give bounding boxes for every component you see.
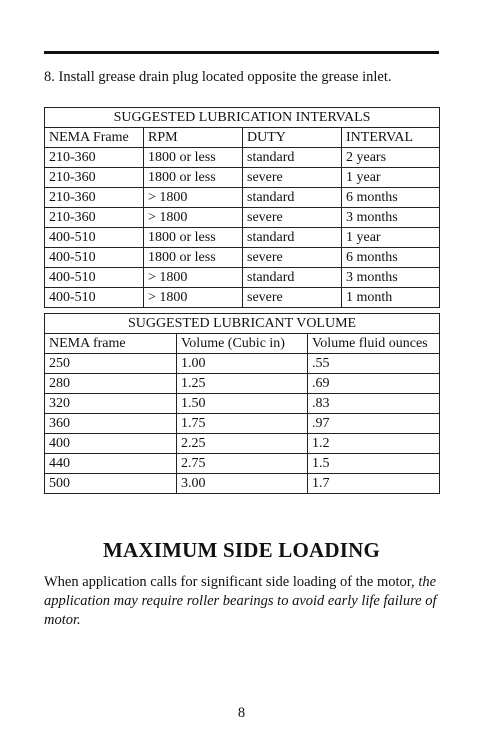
- table-cell: 440: [45, 454, 177, 474]
- table-cell: 6 months: [342, 188, 440, 208]
- table-cell: 360: [45, 414, 177, 434]
- table-cell: > 1800: [144, 268, 243, 288]
- table-cell: standard: [243, 268, 342, 288]
- table-cell: severe: [243, 208, 342, 228]
- table-cell: 400-510: [45, 248, 144, 268]
- table-cell: 6 months: [342, 248, 440, 268]
- table-cell: severe: [243, 288, 342, 308]
- paragraph-italic-text: the application may require roller bearings to avoid early life failure of motor.: [44, 574, 437, 628]
- table-cell: 210-360: [45, 148, 144, 168]
- volume-table-body: [45, 354, 440, 494]
- table-cell: 1.5: [308, 454, 440, 474]
- table-cell: 2.75: [177, 454, 308, 474]
- table-cell: 210-360: [45, 188, 144, 208]
- table-cell: 210-360: [45, 168, 144, 188]
- table-row: [45, 474, 440, 494]
- table-cell: .55: [308, 354, 440, 374]
- table-cell: standard: [243, 228, 342, 248]
- intervals-table-body: [45, 148, 440, 308]
- table-cell: 250: [45, 354, 177, 374]
- table-cell: > 1800: [144, 288, 243, 308]
- table-row: [45, 374, 440, 394]
- column-header: NEMA Frame: [45, 128, 144, 148]
- table-cell: > 1800: [144, 188, 243, 208]
- lubricant-volume-table: [44, 313, 440, 494]
- table-cell: 1800 or less: [144, 168, 243, 188]
- table-cell: severe: [243, 168, 342, 188]
- page-number: 8: [237, 705, 246, 721]
- table-cell: 1800 or less: [144, 228, 243, 248]
- column-header: Volume (Cubic in): [177, 334, 308, 354]
- table-row: [45, 434, 440, 454]
- side-loading-paragraph: [44, 573, 444, 630]
- table-row: [45, 268, 440, 288]
- intervals-table-title: SUGGESTED LUBRICATION INTERVALS: [45, 108, 440, 128]
- table-cell: 1 year: [342, 228, 440, 248]
- table-cell: 320: [45, 394, 177, 414]
- table-row: [45, 414, 440, 434]
- volume-table-title: SUGGESTED LUBRICANT VOLUME: [45, 314, 440, 334]
- table-cell: severe: [243, 248, 342, 268]
- table-cell: 500: [45, 474, 177, 494]
- table-cell: 1.75: [177, 414, 308, 434]
- table-cell: 3 months: [342, 268, 440, 288]
- column-header: RPM: [144, 128, 243, 148]
- table-row: [45, 248, 440, 268]
- step-8-text: 8. Install grease drain plug located opposite the grease inlet.: [44, 69, 392, 85]
- table-cell: .83: [308, 394, 440, 414]
- lubrication-intervals-table: [44, 107, 440, 308]
- table-cell: 3.00: [177, 474, 308, 494]
- column-header: Volume fluid ounces: [308, 334, 440, 354]
- table-cell: 1 year: [342, 168, 440, 188]
- table-cell: 400-510: [45, 288, 144, 308]
- volume-header-row: [45, 334, 440, 354]
- column-header: DUTY: [243, 128, 342, 148]
- table-cell: 210-360: [45, 208, 144, 228]
- table-cell: 400-510: [45, 228, 144, 248]
- table-cell: 1 month: [342, 288, 440, 308]
- table-cell: 2.25: [177, 434, 308, 454]
- section-heading: MAXIMUM SIDE LOADING: [103, 538, 380, 562]
- table-cell: 2 years: [342, 148, 440, 168]
- table-cell: standard: [243, 148, 342, 168]
- table-cell: 1.50: [177, 394, 308, 414]
- column-header: NEMA frame: [45, 334, 177, 354]
- table-row: [45, 228, 440, 248]
- table-cell: > 1800: [144, 208, 243, 228]
- table-row: [45, 168, 440, 188]
- table-cell: 1.00: [177, 354, 308, 374]
- table-row: [45, 148, 440, 168]
- table-row: [45, 454, 440, 474]
- paragraph-normal-text: When application calls for significant side loading of the motor,: [44, 574, 419, 590]
- table-row: [45, 188, 440, 208]
- table-cell: 1.25: [177, 374, 308, 394]
- table-cell: 1800 or less: [144, 248, 243, 268]
- intervals-header-row: [45, 128, 440, 148]
- table-cell: 400-510: [45, 268, 144, 288]
- table-row: [45, 354, 440, 374]
- table-cell: 1.2: [308, 434, 440, 454]
- top-rule: [44, 51, 439, 54]
- table-cell: 1800 or less: [144, 148, 243, 168]
- table-cell: 280: [45, 374, 177, 394]
- table-row: [45, 288, 440, 308]
- table-row: [45, 208, 440, 228]
- table-cell: 400: [45, 434, 177, 454]
- table-cell: 3 months: [342, 208, 440, 228]
- table-cell: .69: [308, 374, 440, 394]
- table-cell: .97: [308, 414, 440, 434]
- column-header: INTERVAL: [342, 128, 440, 148]
- table-cell: 1.7: [308, 474, 440, 494]
- table-cell: standard: [243, 188, 342, 208]
- table-row: [45, 394, 440, 414]
